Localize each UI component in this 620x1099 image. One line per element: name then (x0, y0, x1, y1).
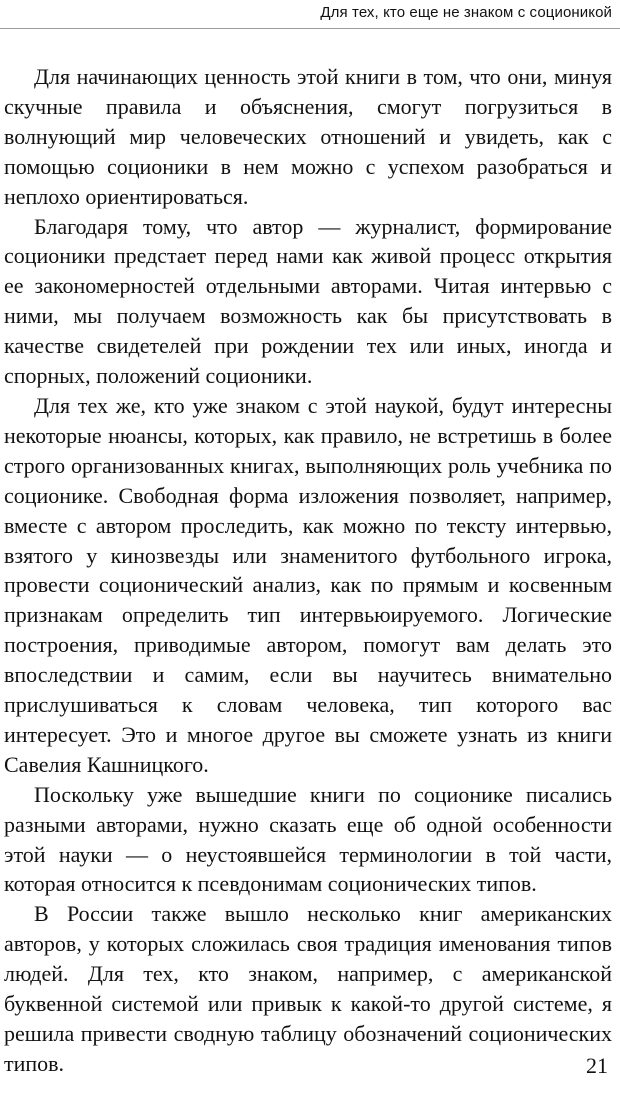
running-header: Для тех, кто еще не знаком с соционикой (320, 4, 612, 21)
paragraph: Для тех же, кто уже знаком с этой наукой, будут интересны некоторые нюансы, которых, как правило, не встретишь в более строго организованных книгах, выполняющих роль учебника по соционике. Свободная форма изложения позволяет, например, вместе с автором проследить, как можно по тексту интервью, взятого у кинозвезды или знаменитого футбольного игрока, провести соционический анализ, как по прямым и косвенным признакам определить тип интервьюируемого. Логические построения, приводимые автором, помогут вам делать это впоследствии и самим, если вы научитесь внимательно прислушиваться к словам человека, тип которого вас интересует. Это и многое другое вы сможете узнать из книги Савелия Кашницкого. (4, 392, 612, 777)
header-rule (0, 28, 620, 29)
body-text (4, 62, 612, 1079)
paragraph: В России также вышло несколько книг американских авторов, у которых сложилась своя традиция именования типов людей. Для тех, кто знаком, например, с американской буквенной системой или привык к какой-то другой системе, я решила привести сводную таблицу обозначений соционических типов. (4, 901, 612, 1076)
paragraph: Благодаря тому, что автор — журналист, формирование соционики предстает перед нами как живой процесс открытия ее закономерностей отдельными авторами. Читая интервью с ними, мы получаем возможность как бы присутствовать в качестве свидетелей при рождении тех или иных, иногда и спорных, положений соционики. (4, 213, 612, 389)
paragraph: Поскольку уже вышедшие книги по соционике писались разными авторами, нужно сказать еще об одной особенности этой науки — о неустоявшейся терминологии в той части, которая относится к псевдонимам соционических типов. (4, 781, 612, 897)
page-number: 21 (586, 1053, 608, 1078)
paragraph: Для начинающих ценность этой книги в том, что они, минуя скучные правила и объяснения, смогут погрузиться в волнующий мир человеческих отношений и увидеть, как с помощью соционики в нем можно с успехом разобраться и неплохо ориентироваться. (4, 64, 612, 209)
